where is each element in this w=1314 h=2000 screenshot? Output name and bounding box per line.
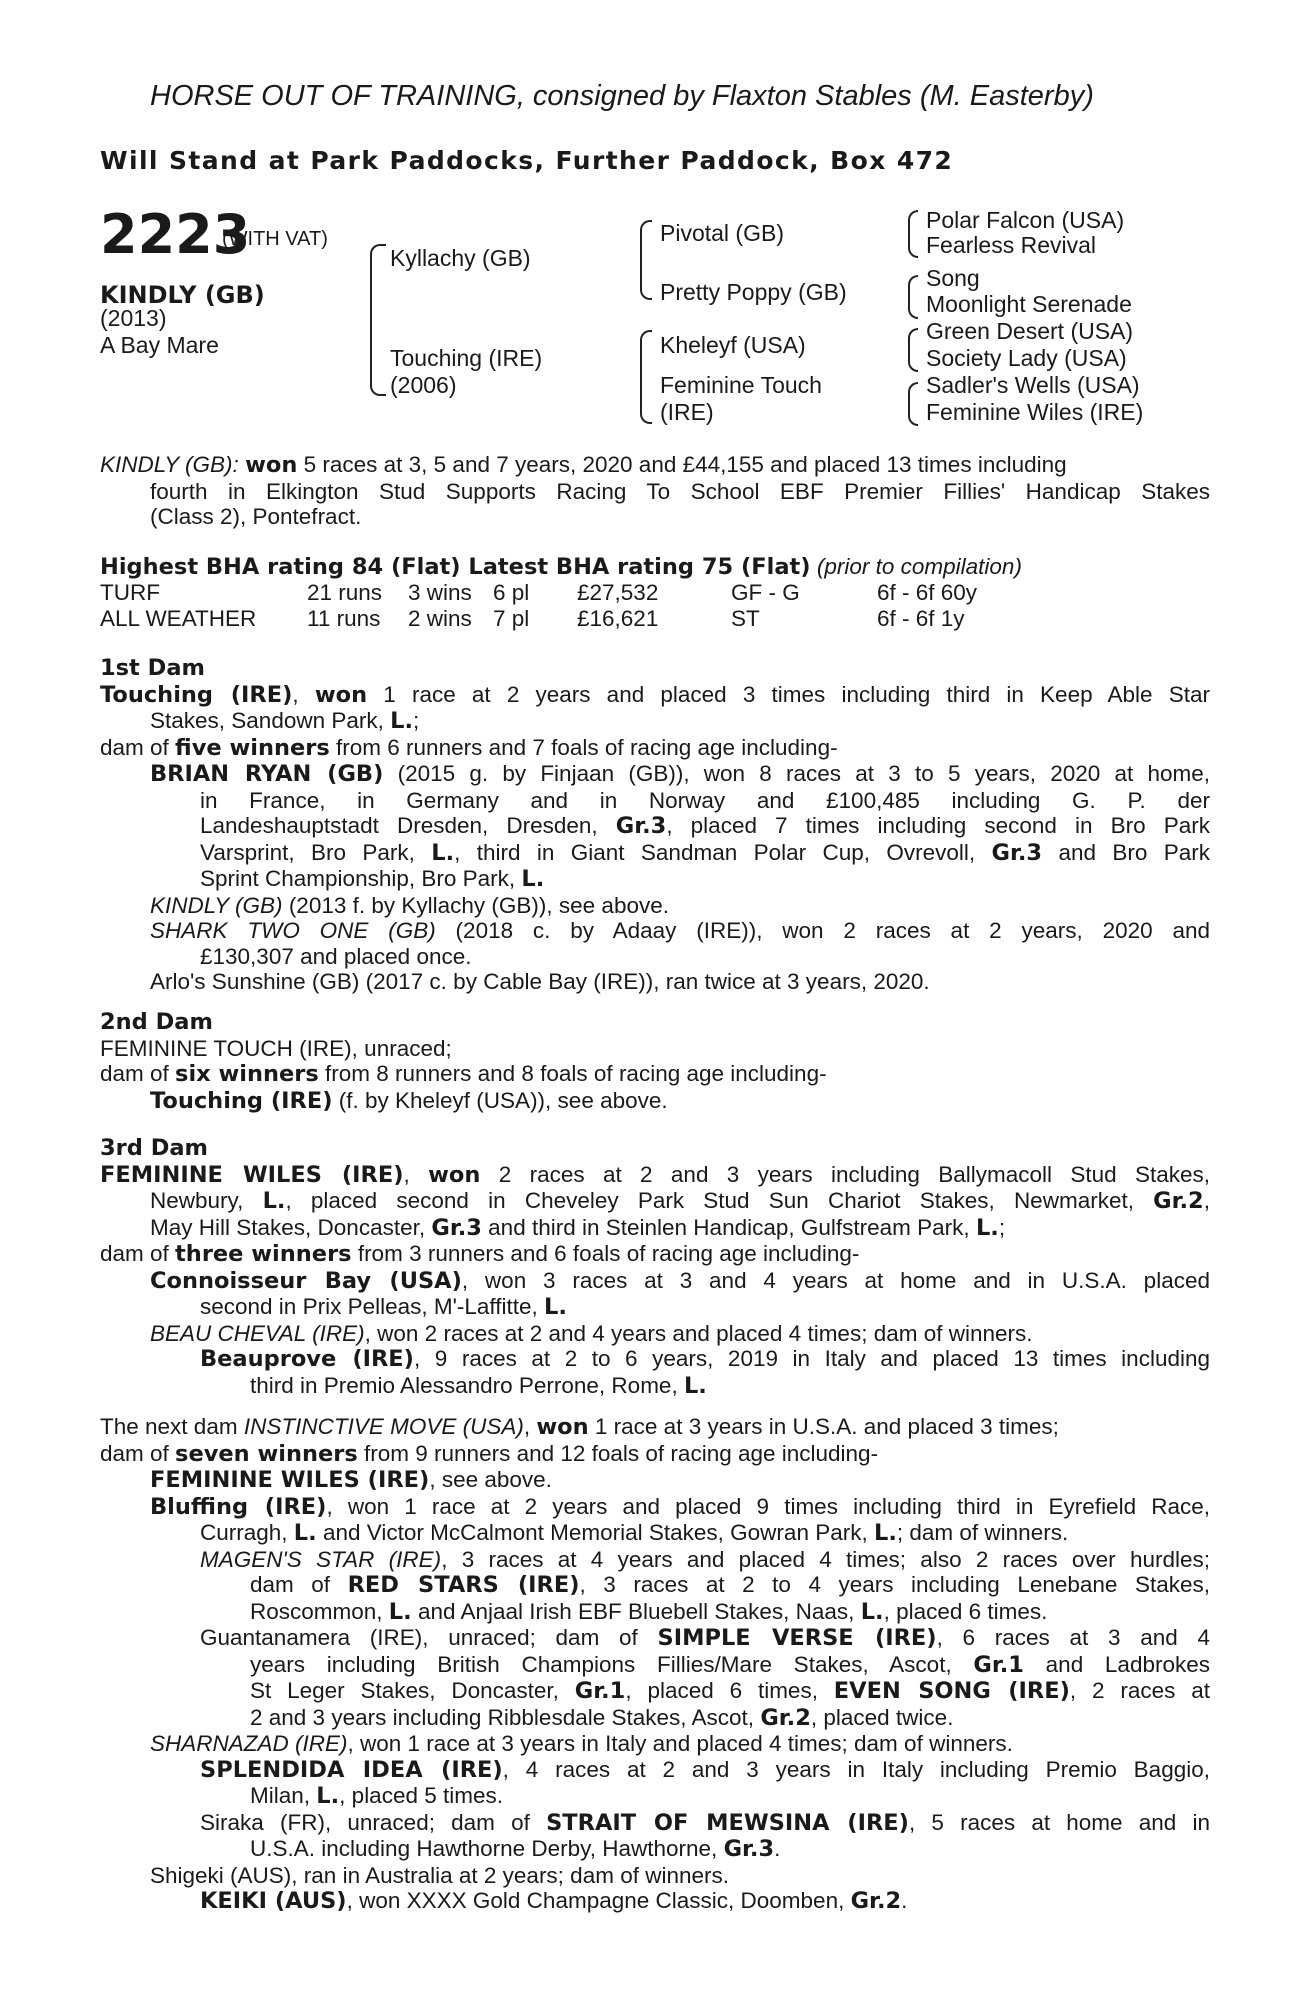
horse-summary (100, 452, 1210, 530)
text-ratings-rows-0-dist: 6f - 6f 60y (877, 580, 978, 605)
text-dam4-d-l3a: St Leger Stakes, Doncaster, (250, 1678, 575, 1703)
text-dam1-p3-l2: £130,307 and placed once. (200, 943, 472, 969)
ratings-heading (100, 554, 1210, 581)
text-line (100, 1268, 1210, 1295)
text-dam1-dam-of-rest: from 6 runners and 7 foals of racing age including- (329, 734, 838, 760)
section-heading: 3rd Dam (100, 1135, 208, 1161)
text-dam1-dam-of: dam of (100, 734, 176, 760)
text-line (100, 1494, 1210, 1521)
text-dam4-c-name: MAGEN'S STAR (IRE) (200, 1546, 442, 1572)
text-ratings-rows-1-surface: ALL WEATHER (100, 606, 257, 631)
text-dam4-d-l1b: SIMPLE VERSE (IRE) (657, 1625, 937, 1651)
text-dam3-won: won (428, 1161, 481, 1188)
text-line (100, 840, 1210, 867)
text-dam3-l2a: Newbury, (150, 1188, 263, 1213)
text-ratings-rows-1-dist: 6f - 6f 1y (877, 606, 965, 631)
pedigree-dds: Sadler's Wells (USA) (926, 372, 1140, 398)
text-dam1-p1-l2: in France, in Germany and in Norway and £100,485 including G. P. der (200, 787, 1210, 813)
text-line (100, 735, 1210, 762)
text-line (100, 1346, 1210, 1373)
text-line (100, 1705, 1210, 1732)
text-ratings-rows-0-prize: £27,532 (577, 580, 659, 605)
fourth-dam-section (100, 1414, 1210, 1915)
text-dam1-p1-l1: (2015 g. by Finjaan (GB)), won 8 races at 3 to 5 years, 2020 at home, (383, 761, 1210, 786)
text-dam4-dam-of-rest: from 9 runners and 12 foals of racing age including- (357, 1440, 879, 1466)
text-line (100, 893, 1210, 919)
text-dam3-p1-name: Connoisseur Bay (USA) (150, 1267, 462, 1294)
text-line: Touching (IRE), won 1 race at 2 years and placed 3 times including third in Keep Able Star (100, 681, 1210, 708)
text-dam4-c-l3d: L. (860, 1598, 884, 1625)
text-dam4-f-l2b: L. (316, 1783, 340, 1809)
text-line (100, 1625, 1210, 1652)
pedigree-sdd: Moonlight Serenade (926, 291, 1132, 317)
text-dam3-l3a: May Hill Stakes, Doncaster, (150, 1214, 432, 1240)
text-dam3-p3-name: Beauprove (IRE) (200, 1346, 414, 1372)
horse-description: A Bay Mare (100, 332, 219, 358)
text-dam3-l2e: , (1203, 1188, 1210, 1213)
text-dam1-p1-l4b: L. (431, 839, 455, 866)
text-line (100, 813, 1210, 840)
pedigree-dam-year: (2006) (390, 372, 457, 398)
text-dam4-b-l2b: L. (293, 1520, 317, 1546)
text-dam3-p2-name: BEAU CHEVAL (IRE) (150, 1320, 365, 1346)
text-dam4-d-l4a: 2 and 3 years including Ribblesdale Stakes, Ascot, (250, 1704, 761, 1730)
text-dam4-c-l3b: L. (388, 1598, 412, 1625)
text-line (100, 1188, 1210, 1215)
text-dam2-dam-of-rest: from 8 runners and 8 foals of racing age including- (318, 1061, 827, 1086)
text-dam1-p1-l4a: Varsprint, Bro Park, (200, 839, 432, 865)
text-ratings-rows-1-pl: 7 pl (493, 606, 530, 631)
text-dam4-dam-of: dam of (100, 1440, 176, 1466)
text-dam4-g-l1b: STRAIT OF MEWSINA (IRE) (546, 1809, 909, 1836)
pedigree-dsd: Society Lady (USA) (926, 345, 1127, 371)
text-dam4-b-l2e: ; dam of winners. (896, 1520, 1069, 1545)
text-ratings-rows-1-wins: 2 wins (408, 606, 472, 631)
text-dam4-l1e: 1 race at 3 years in U.S.A. and placed 3 times; (588, 1414, 1059, 1439)
text-ratings-rows-1-going: ST (731, 606, 760, 631)
pedigree-sire-dam: Pretty Poppy (GB) (660, 279, 847, 305)
text-dam1-p1-l4e: and Bro Park (1042, 839, 1210, 865)
text-dam4-b-l2c: and Victor McCalmont Memorial Stakes, Gowran Park, (316, 1520, 874, 1545)
text-dam2-p1-rest: (f. by Kheleyf (USA)), see above. (332, 1087, 668, 1113)
text-dam4-i-l1c: . (901, 1888, 908, 1913)
text-line (100, 1467, 1210, 1494)
text-dam4-h-l1: Shigeki (AUS), ran in Australia at 2 years; dam of winners. (150, 1862, 730, 1888)
text-line (100, 1652, 1210, 1679)
text-dam4-b-l2a: Curragh, (200, 1520, 294, 1545)
text-dam3-dam-of: dam of (100, 1241, 176, 1266)
pedigree-bracket (370, 244, 386, 396)
text-line (100, 1783, 1210, 1810)
text-dam2-p1-name: Touching (IRE) (150, 1087, 333, 1114)
text-ratings-rows-0-surface: TURF (100, 580, 160, 605)
pedigree-bracket (908, 275, 918, 319)
text-dam1-winners: five winners (175, 734, 330, 761)
text-line (100, 554, 1210, 581)
text-line (100, 1810, 1210, 1837)
text-dam4-f-l1: , 4 races at 2 and 3 years in Italy including Premio Baggio, (502, 1756, 1210, 1782)
text-line (100, 1547, 1210, 1573)
text-dam4-c-l3e: , placed 6 times. (883, 1598, 1048, 1624)
text-dam4-d-l4c: , placed twice. (810, 1704, 954, 1730)
text-dam4-g-l2a: U.S.A. including Hawthorne Derby, Hawthorne, (250, 1836, 724, 1861)
text-dam3-p1-l2b: L. (544, 1294, 567, 1320)
text-dam1-won: won (314, 681, 368, 708)
text-line (100, 1731, 1210, 1757)
text-dam4-b-l2d: L. (873, 1520, 897, 1546)
text-dam3-l3e: ; (998, 1214, 1006, 1240)
text-line (100, 1572, 1210, 1599)
consignment-title: HORSE OUT OF TRAINING, consigned by Flaxton Stables (M. Easterby) (150, 80, 1094, 112)
pedigree-sire-sire: Pivotal (GB) (660, 220, 784, 246)
text-dam1-p1-l3c: , placed 7 times including second in Bro Park (666, 813, 1210, 838)
text-dam4-b-name: Bluffing (IRE) (150, 1493, 327, 1520)
text-line (100, 1414, 1210, 1441)
text-dam1-l2a: Stakes, Sandown Park, (150, 708, 391, 733)
text-dam4-g-l1a: Siraka (FR), unraced; dam of (200, 1809, 547, 1835)
text-line (100, 708, 1210, 735)
text-ratings-rows-0-pl: 6 pl (493, 580, 530, 605)
text-dam3-l2d: Gr.2 (1153, 1188, 1204, 1214)
text-dam1-l2c: ; (413, 708, 420, 733)
text-dam3-l3b: Gr.3 (431, 1214, 482, 1241)
text-dam3-l1: 2 races at 2 and 3 years including Ballymacoll Stud Stakes, (480, 1161, 1210, 1187)
text-line (100, 1888, 1210, 1915)
text-dam1-p1-l4d: Gr.3 (991, 839, 1043, 866)
text-ratings-rows-0-going: GF - G (731, 580, 800, 605)
text-dam4-d-l1c: , 6 races at 3 and 4 (936, 1625, 1210, 1650)
pedigree-ddd: Feminine Wiles (IRE) (926, 399, 1144, 425)
text-dam4-c-l3c: and Anjaal Irish EBF Bluebell Stakes, Naas, (411, 1598, 861, 1624)
text-ratings-heading: Highest BHA rating 84 (Flat) Latest BHA rating 75 (Flat) (100, 554, 811, 580)
text-line (100, 1836, 1210, 1863)
text-dam1-p3-l1: (2018 c. by Adaay (IRE)), won 2 races at 2 years, 2020 and (435, 918, 1210, 943)
pedigree-ssd: Fearless Revival (926, 232, 1096, 258)
text-line (100, 1757, 1210, 1784)
pedigree-dam-sire: Kheleyf (USA) (660, 332, 806, 358)
text-line: FEMININE WILES (IRE), won 2 races at 2 and 3 years including Ballymacoll Stud Stakes, (100, 1161, 1210, 1188)
text-dam4-g-l2c: . (774, 1836, 781, 1861)
text-line (100, 1520, 1210, 1547)
text-dam3-dam-of-rest: from 3 runners and 6 foals of racing age including- (351, 1241, 860, 1266)
section-heading: 1st Dam (100, 655, 205, 681)
text-dam4-e-name: SHARNAZAD (IRE) (150, 1731, 348, 1756)
text-dam1-p1-l4c: , third in Giant Sandman Polar Cup, Ovrevoll, (454, 839, 992, 865)
text-dam1-p1-name: BRIAN RYAN (GB) (150, 761, 384, 787)
text-ratings-rows-0-wins: 3 wins (408, 580, 472, 605)
text-dam4-i-name: KEIKI (AUS) (200, 1888, 347, 1914)
text-ratings-rows-1-prize: £16,621 (577, 606, 659, 631)
text-dam3-p1-l1: , won 3 races at 3 and 4 years at home and in U.S.A. placed (461, 1267, 1210, 1293)
first-dam-section (100, 656, 1210, 995)
text-dam4-i-l1a: , won XXXX Gold Champagne Classic, Doomben, (346, 1888, 851, 1913)
text-line (100, 918, 1210, 944)
text-dam2-l1: FEMININE TOUCH (IRE), unraced; (100, 1035, 452, 1061)
pedigree-dam-dam: Feminine Touch (660, 372, 822, 398)
text-ratings-note: (prior to compilation) (816, 554, 1022, 579)
text-dam4-d-l3d: EVEN SONG (IRE) (833, 1678, 1070, 1704)
pedigree-sss: Polar Falcon (USA) (926, 207, 1125, 233)
text-dam4-d-l4b: Gr.2 (760, 1704, 811, 1731)
text-dam3-p1-l2a: second in Prix Pelleas, M'-Laffitte, (200, 1294, 545, 1319)
text-dam1-p2-rest: (2013 f. by Kyllachy (GB)), see above. (282, 892, 669, 918)
text-dam1-p3-name: SHARK TWO ONE (GB) (150, 918, 436, 943)
pedigree-sds: Song (926, 265, 980, 291)
text-dam1-p1-l5a: Sprint Championship, Bro Park, (200, 866, 522, 891)
text-summary-line3: (Class 2), Pontefract. (150, 504, 362, 529)
second-dam-section (100, 1010, 1210, 1114)
text-line (100, 1321, 1210, 1347)
pedigree-dss: Green Desert (USA) (926, 318, 1134, 344)
text-line (100, 1373, 1210, 1400)
text-summary-line2: fourth in Elkington Stud Supports Racing To School EBF Premier Fillies' Handicap Stakes (150, 478, 1210, 504)
text-dam4-a-name: FEMININE WILES (IRE) (150, 1467, 430, 1493)
text-dam4-c-l2c: , 3 races at 2 to 4 years including Lenebane Stakes, (579, 1572, 1210, 1597)
text-summary-won: won (245, 452, 298, 478)
text-dam3-name: FEMININE WILES (IRE) (100, 1161, 404, 1188)
text-dam4-d-l2a: years including British Champions Fillies/Mare Stakes, Ascot, (250, 1651, 974, 1677)
section-heading: 2nd Dam (100, 1009, 213, 1035)
text-dam1-p1-l3b: Gr.3 (615, 813, 667, 839)
text-dam4-d-l1a: Guantanamera (IRE), unraced; dam of (200, 1625, 658, 1650)
text-dam1-p4: Arlo's Sunshine (GB) (2017 c. by Cable Bay (IRE)), ran twice at 3 years, 2020. (150, 969, 930, 994)
text-dam4-c-l3a: Roscommon, (250, 1598, 389, 1624)
text-dam4-a-rest: , see above. (429, 1467, 552, 1492)
text-dam4-winners: seven winners (175, 1440, 358, 1467)
third-dam-section (100, 1136, 1210, 1399)
text-dam3-p3-l2a: third in Premio Alessandro Perrone, Rome, (250, 1372, 684, 1398)
text-dam4-d-l3b: Gr.1 (574, 1678, 626, 1704)
text-dam3-p3-l1: , 9 races at 2 to 6 years, 2019 in Italy and placed 13 times including (413, 1346, 1210, 1371)
text-dam4-g-l2b: Gr.3 (723, 1836, 775, 1862)
text-line (100, 452, 1210, 479)
text-dam4-g-l1c: , 5 races at home and in (908, 1809, 1210, 1835)
text-line (100, 1678, 1210, 1705)
text-dam2-winners: six winners (175, 1061, 319, 1087)
text-line (100, 1088, 1210, 1115)
text-dam4-f-name: SPLENDIDA IDEA (IRE) (200, 1756, 503, 1783)
pedigree-dam: Touching (IRE) (390, 345, 543, 371)
text-line (100, 866, 1210, 893)
text-dam4-e-rest: , won 1 race at 3 years in Italy and placed 4 times; dam of winners. (347, 1731, 1013, 1756)
text-line (100, 1599, 1210, 1626)
lot-number: 2223 (100, 203, 251, 266)
text-dam4-l1d: won (536, 1414, 589, 1440)
text-dam4-l1a: The next dam (100, 1414, 244, 1439)
text-dam4-b-l1: , won 1 race at 2 years and placed 9 times including third in Eyrefield Race, (326, 1493, 1210, 1519)
text-dam3-l3d: L. (975, 1214, 999, 1241)
text-dam3-p2-rest: , won 2 races at 2 and 4 years and placed 4 times; dam of winners. (364, 1320, 1033, 1346)
text-dam4-d-l3c: , placed 6 times, (625, 1678, 834, 1703)
text-line (100, 1241, 1210, 1268)
text-dam3-l3c: and third in Steinlen Handicap, Gulfstream Park, (481, 1214, 976, 1240)
text-dam4-d-l2b: Gr.1 (973, 1651, 1024, 1678)
text-dam4-l1c: , (523, 1414, 537, 1439)
pedigree-bracket (908, 210, 918, 258)
text-line (100, 1215, 1210, 1242)
text-dam1-l2b: L. (390, 708, 414, 734)
text-line (100, 761, 1210, 788)
stand-location: Will Stand at Park Paddocks, Further Paddock, Box 472 (100, 146, 954, 175)
text-dam4-f-l2a: Milan, (250, 1783, 317, 1808)
text-dam4-c-l1: , 3 races at 4 years and placed 4 times; also 2 races over hurdles; (441, 1546, 1210, 1572)
text-line (100, 1441, 1210, 1468)
text-dam3-l2b: L. (262, 1188, 286, 1214)
pedigree-sire: Kyllachy (GB) (390, 245, 531, 271)
text-dam4-i-l1b: Gr.2 (850, 1888, 902, 1914)
horse-name: KINDLY (GB) (100, 281, 265, 309)
text-dam3-p3-l2b: L. (683, 1372, 707, 1399)
pedigree-bracket (640, 220, 652, 300)
horse-year: (2013) (100, 305, 167, 331)
text-ratings-rows-1-runs: 11 runs (307, 606, 381, 631)
text-summary-line1: 5 races at 3, 5 and 7 years, 2020 and £44,155 and placed 13 times including (297, 452, 1067, 477)
text-line (100, 1294, 1210, 1321)
text-dam1-p1-l3a: Landeshauptstadt Dresden, Dresden, (200, 813, 616, 838)
pedigree-dam-dam-country: (IRE) (660, 399, 714, 425)
text-dam1-name: Touching (IRE) (100, 681, 293, 708)
text-dam4-d-l3e: , 2 races at (1069, 1678, 1210, 1703)
pedigree-bracket (908, 382, 918, 426)
text-dam1-p1-l5b: L. (521, 866, 545, 892)
pedigree-bracket (908, 328, 918, 372)
text-dam3-l2c: , placed second in Cheveley Park Stud Sun Chariot Stakes, Newmarket, (285, 1188, 1154, 1213)
pedigree-bracket (640, 330, 652, 424)
text-dam4-f-l2c: , placed 5 times. (339, 1783, 503, 1808)
text-line (100, 1061, 1210, 1088)
text-dam4-c-l2b: RED STARS (IRE) (347, 1572, 580, 1598)
text-dam2-dam-of: dam of (100, 1061, 176, 1086)
text-ratings-rows-0-runs: 21 runs (307, 580, 383, 605)
text-dam3-winners: three winners (175, 1241, 352, 1267)
text-dam4-l1b: INSTINCTIVE MOVE (USA) (243, 1414, 524, 1439)
text-dam1-l1: 1 race at 2 years and placed 3 times including third in Keep Able Star (367, 681, 1210, 707)
text-dam1-p2-name: KINDLY (GB) (150, 892, 283, 918)
text-summary-name: KINDLY (GB): (100, 452, 239, 477)
text-dam4-d-l2c: and Ladbrokes (1023, 1651, 1210, 1677)
vat-label: (WITH VAT) (222, 228, 328, 250)
text-dam4-c-l2a: dam of (250, 1572, 348, 1597)
